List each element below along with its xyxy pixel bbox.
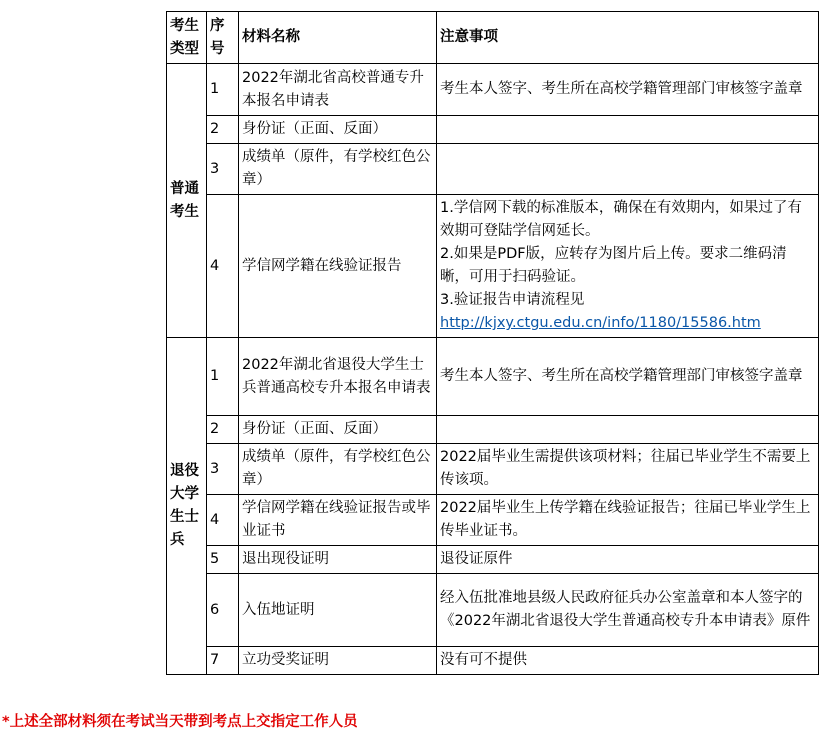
verification-guide-link[interactable]: http://kjxy.ctgu.edu.cn/info/1180/15586.htm	[440, 315, 761, 331]
seq-cell: 4	[207, 195, 239, 338]
material-cell: 入伍地证明	[239, 574, 437, 647]
category-line: 考生	[170, 203, 199, 220]
category-line: 普通	[170, 180, 199, 197]
material-cell: 2022年湖北省高校普通专升本报名申请表	[239, 64, 437, 116]
notes-cell	[437, 444, 819, 495]
notes-cell	[437, 546, 819, 574]
header-row	[167, 12, 819, 64]
seq-cell: 2	[207, 116, 239, 144]
notes-cell	[437, 574, 819, 647]
material-cell: 学信网学籍在线验证报告	[239, 195, 437, 338]
category-cell	[167, 338, 207, 675]
notes-cell	[437, 64, 819, 116]
notes-cell	[437, 338, 819, 416]
note-line: 考生本人签字、考生所在高校学籍管理部门审核签字盖章	[440, 368, 803, 384]
material-cell: 身份证（正面、反面）	[239, 116, 437, 144]
note-line: 退役证原件	[440, 551, 513, 567]
table-row	[167, 546, 819, 574]
header-material: 材料名称	[239, 12, 437, 64]
material-cell: 2022年湖北省退役大学生士兵普通高校专升本报名申请表	[239, 338, 437, 416]
note-line: 2022届毕业生需提供该项材料；往届已毕业学生不需要上传该项。	[440, 449, 811, 488]
notes-cell	[437, 195, 819, 338]
notes-cell	[437, 116, 819, 144]
note-line: 没有可不提供	[440, 652, 527, 668]
header-seq-line: 序	[210, 17, 225, 34]
header-notes: 注意事项	[437, 12, 819, 64]
material-cell: 成绩单（原件，有学校红色公章）	[239, 444, 437, 495]
footnote: *上述全部材料须在考试当天带到考点上交指定工作人员	[2, 714, 358, 730]
material-cell: 立功受奖证明	[239, 647, 437, 675]
header-category	[167, 12, 207, 64]
table-row	[167, 416, 819, 444]
seq-cell: 7	[207, 647, 239, 675]
note-line: 2022届毕业生上传学籍在线验证报告；往届已毕业学生上传毕业证书。	[440, 500, 811, 539]
notes-cell	[437, 647, 819, 675]
seq-cell: 3	[207, 144, 239, 195]
notes-cell	[437, 144, 819, 195]
category-line: 兵	[170, 532, 185, 548]
seq-cell: 4	[207, 495, 239, 546]
table-row	[167, 195, 819, 338]
notes-cell	[437, 416, 819, 444]
material-cell: 退出现役证明	[239, 546, 437, 574]
note-line: 1.学信网下载的标准版本，确保在有效期内，如果过了有效期可登陆学信网延长。	[440, 200, 802, 239]
category-line: 退役	[170, 463, 199, 479]
material-cell: 学信网学籍在线验证报告或毕业证书	[239, 495, 437, 546]
table-row	[167, 116, 819, 144]
seq-cell: 6	[207, 574, 239, 647]
note-line: 2.如果是PDF版，应转存为图片后上传。要求二维码清晰，可用于扫码验证。	[440, 246, 787, 285]
header-category-line: 考生	[170, 17, 199, 34]
table-row	[167, 444, 819, 495]
table-row	[167, 64, 819, 116]
table-row	[167, 647, 819, 675]
category-cell	[167, 64, 207, 338]
seq-cell: 1	[207, 338, 239, 416]
seq-cell: 2	[207, 416, 239, 444]
note-line: 考生本人签字、考生所在高校学籍管理部门审核签字盖章	[440, 81, 803, 97]
materials-table	[166, 11, 819, 675]
table-row	[167, 574, 819, 647]
header-seq-line: 号	[210, 40, 225, 57]
seq-cell: 1	[207, 64, 239, 116]
table-row	[167, 338, 819, 416]
header-seq	[207, 12, 239, 64]
table-row	[167, 495, 819, 546]
category-line: 生士	[170, 509, 199, 525]
table-row	[167, 144, 819, 195]
seq-cell: 5	[207, 546, 239, 574]
material-cell: 身份证（正面、反面）	[239, 416, 437, 444]
note-line: 3.验证报告申请流程见	[440, 292, 585, 308]
material-cell: 成绩单（原件，有学校红色公章）	[239, 144, 437, 195]
header-category-line: 类型	[170, 40, 199, 57]
note-line: 经入伍批准地县级人民政府征兵办公室盖章和本人签字的《2022年湖北省退役大学生普通高校专升本申请表》原件	[440, 590, 811, 629]
notes-cell	[437, 495, 819, 546]
seq-cell: 3	[207, 444, 239, 495]
category-line: 大学	[170, 486, 199, 502]
